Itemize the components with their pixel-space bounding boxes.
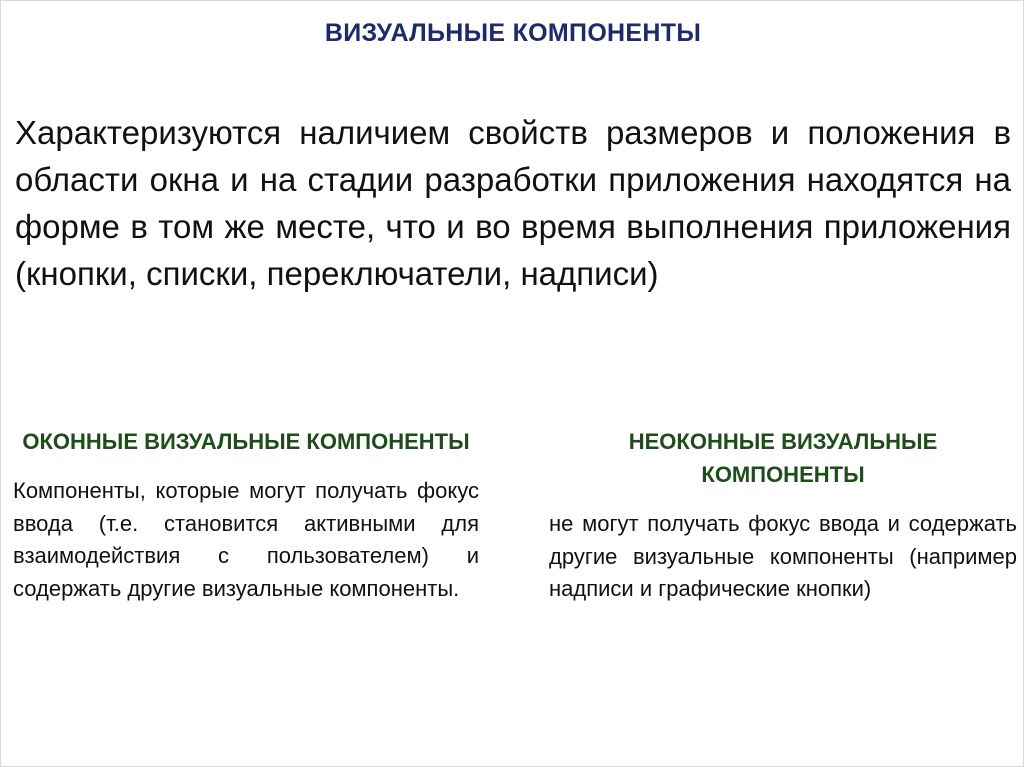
non-windowed-components-heading: НЕОКОННЫЕ ВИЗУАЛЬНЫЕ КОМПОНЕНТЫ [628,429,938,487]
non-windowed-components-description: не могут получать фокус ввода и содержать другие визуальные компоненты (например надписи и графические кнопки) [549,511,1017,601]
windowed-components-column [13,425,479,605]
intro-paragraph: Характеризуются наличием свойств размеров и положения в области окна и на стадии разработки приложения находятся на форме в том же месте, что и во время выполнения приложения (кнопки, списки, переключатели, надписи) [15,114,1011,292]
slide-title: ВИЗУАЛЬНЫЕ КОМПОНЕНТЫ [324,19,702,47]
windowed-components-heading: ОКОННЫЕ ВИЗУАЛЬНЫЕ КОМПОНЕНТЫ [22,429,470,454]
windowed-components-description: Компоненты, которые могут получать фокус ввода (т.е. становится активными для взаимодействия с пользователем) и содержать другие визуальные компоненты. [13,478,479,601]
non-windowed-components-column [549,425,1017,606]
